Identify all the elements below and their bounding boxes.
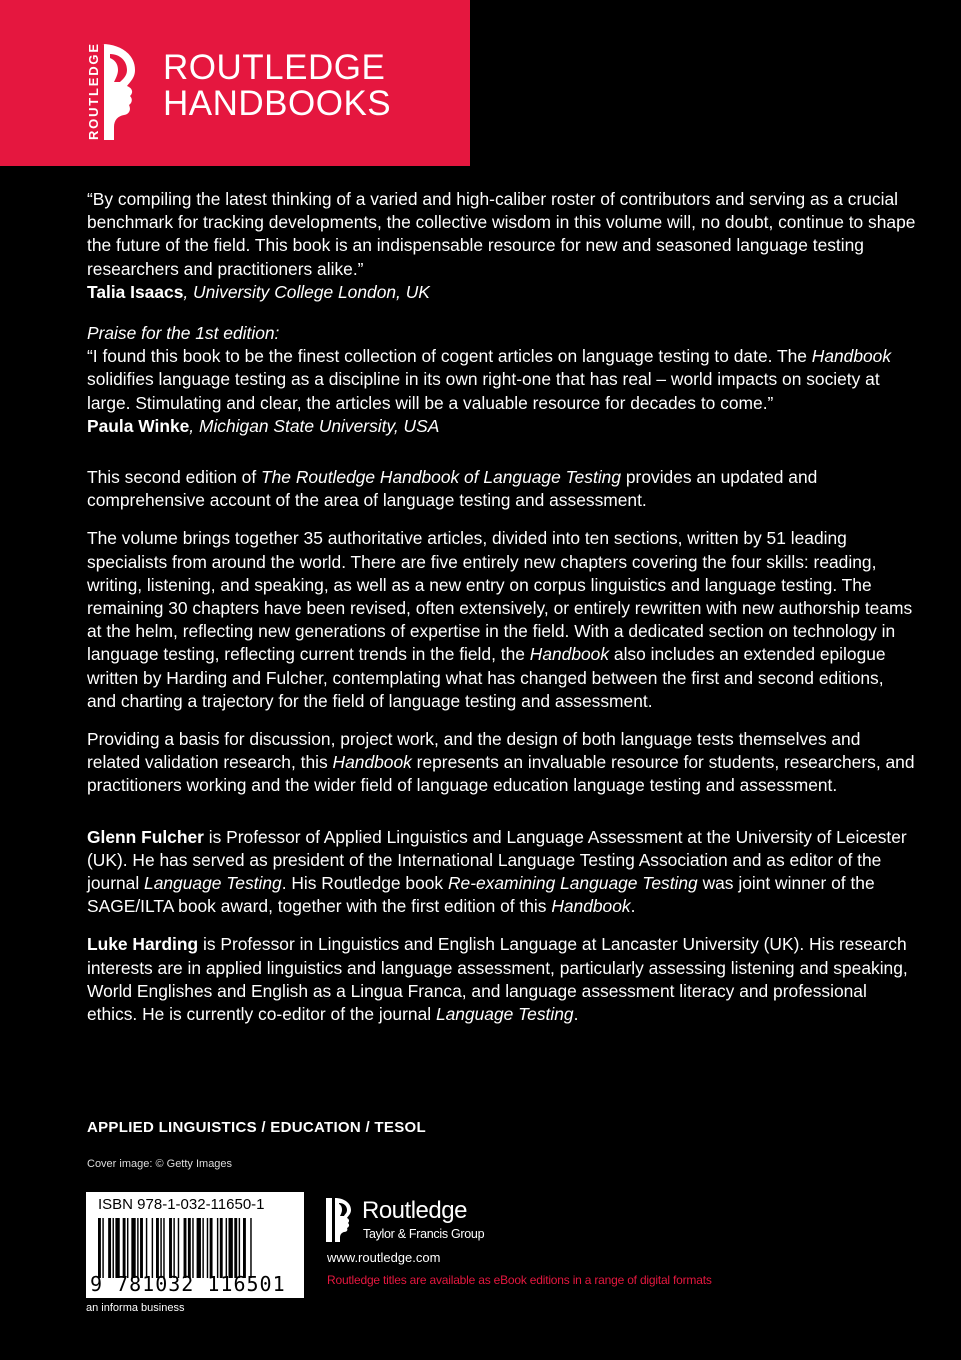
endorser-name-2: Paula Winke bbox=[87, 415, 190, 436]
bio-1-e: was joint winner of the SAGE/ILTA book award, together with the first edition of this bbox=[87, 873, 875, 917]
desc-2-a: The volume brings together 35 authoritative articles, divided into ten sections, written by 51 leading specialists from around the world. There are five entirely new chapters covering the four skills: reading, writing, listening, and speaking, as well as a new entry on corpus linguistics and language testing. The remaining 30 chapters have been revised, often extensively, or entirely rewritten with new authorship teams at the helm, reflecting new generations of expertise in the field. With a dedicated section on technology in language testing, reflecting current trends in the field, the bbox=[87, 528, 913, 665]
author-bio-fulcher bbox=[87, 826, 917, 919]
praise-heading: Praise for the 1st edition: bbox=[87, 323, 280, 344]
isbn-number: ISBN 978-1-032-11650-1 bbox=[98, 1196, 265, 1213]
author-bio-harding bbox=[87, 933, 917, 1026]
desc-3-c: represents an invaluable resource for students, researchers, and practitioners working and the wider field of language education language testing and assessment. bbox=[87, 752, 915, 796]
bio-1-book: Re-examining Language Testing bbox=[447, 873, 698, 894]
desc-3-a: Providing a basis for discussion, project work, and the design of both language tests themselves and related validation research, this bbox=[87, 729, 861, 773]
cover-image-credit: Cover image: © Getty Images bbox=[87, 1158, 233, 1170]
desc-2-handbook: Handbook bbox=[529, 644, 610, 665]
publisher-group: Taylor & Francis Group bbox=[363, 1227, 485, 1241]
barcode-digits: 9 781032 116501 bbox=[90, 1272, 286, 1296]
bio-1-journal: Language Testing bbox=[144, 873, 282, 894]
bio-1-c: . His Routledge book bbox=[281, 873, 448, 894]
desc-1-a: This second edition of bbox=[87, 467, 262, 488]
endorser-name-1: Talia Isaacs bbox=[87, 281, 184, 302]
series-title-line2: HANDBOOKS bbox=[163, 84, 392, 123]
quote-2-handbook: Handbook bbox=[811, 346, 892, 367]
isbn-barcode bbox=[86, 1192, 304, 1298]
subject-categories: APPLIED LINGUISTICS / EDUCATION / TESOL bbox=[87, 1119, 426, 1136]
description-paragraph-1 bbox=[87, 466, 917, 512]
ebook-availability-note: Routledge titles are available as eBook editions in a range of digital formats bbox=[327, 1273, 712, 1287]
author-name-fulcher: Glenn Fulcher bbox=[87, 826, 204, 847]
routledge-profile-logo-icon bbox=[80, 42, 142, 142]
desc-1-c: provides an updated and comprehensive account of the area of language testing and assessment. bbox=[87, 467, 818, 511]
series-brand-block bbox=[0, 0, 470, 166]
routledge-publisher-logo-icon bbox=[326, 1197, 354, 1243]
publisher-name: Routledge bbox=[362, 1197, 467, 1224]
series-title-line1: ROUTLEDGE bbox=[163, 48, 386, 87]
publisher-url[interactable]: www.routledge.com bbox=[327, 1250, 441, 1265]
bio-2-c: . bbox=[573, 1004, 579, 1025]
informa-business-label: an informa business bbox=[86, 1302, 185, 1314]
quote-2-part-c: solidifies language testing as a discipline in its own right-one that has real – world impacts on society at large. Stimulating and clear, the articles will be a valuable resource for decades to come.” bbox=[87, 369, 880, 413]
endorsement-quote-2 bbox=[87, 345, 917, 415]
bio-1-a: is Professor of Applied Linguistics and Language Assessment at the University of Leicester (UK). He has served as president of the International Language Testing Association and as editor of the journal bbox=[87, 826, 907, 894]
back-cover-text bbox=[87, 188, 917, 1026]
series-title bbox=[163, 50, 391, 122]
desc-2-c: also includes an extended epilogue written by Harding and Fulcher, contemplating what has changed between the first and second editions, and charting a trajectory for the field of language testing and assessment. bbox=[87, 644, 886, 711]
endorsement-quote-1: “By compiling the latest thinking of a varied and high-caliber roster of contributors and serving as a crucial benchmark for tracking developments, the collective wisdom in this volume will, no doubt, continue to shape the future of the field. This book is an indispensable resource for new and seasoned language testing researchers and practitioners alike.” bbox=[87, 189, 916, 279]
endorser-affiliation-1: , University College London, UK bbox=[183, 281, 430, 302]
endorsement-attribution-2 bbox=[87, 415, 917, 438]
description-paragraph-2 bbox=[87, 527, 917, 713]
barcode-bars-icon bbox=[98, 1218, 294, 1278]
endorsement-attribution-1 bbox=[87, 281, 917, 304]
bio-1-handbook: Handbook bbox=[551, 896, 631, 917]
routledge-vertical-wordmark: ROUTLEDGE bbox=[86, 44, 101, 140]
bio-2-a: is Professor in Linguistics and English Language at Lancaster University (UK). His research interests are in applied linguistics and language assessment, particularly assessing listening and speaking, World Englishes and English as a Lingua Franca, and language assessment literacy and professional ethics. He is currently co-editor of the journal bbox=[87, 934, 908, 1025]
bio-1-g: . bbox=[630, 896, 636, 917]
endorser-affiliation-2: , Michigan State University, USA bbox=[189, 415, 440, 436]
book-title-italic: The Routledge Handbook of Language Testing bbox=[261, 467, 622, 488]
bio-2-journal: Language Testing bbox=[435, 1004, 574, 1025]
quote-2-part-a: “I found this book to be the finest collection of cogent articles on language testing to date. The bbox=[87, 346, 812, 367]
description-paragraph-3 bbox=[87, 728, 917, 798]
author-name-harding: Luke Harding bbox=[87, 934, 199, 955]
desc-3-handbook: Handbook bbox=[332, 752, 412, 773]
